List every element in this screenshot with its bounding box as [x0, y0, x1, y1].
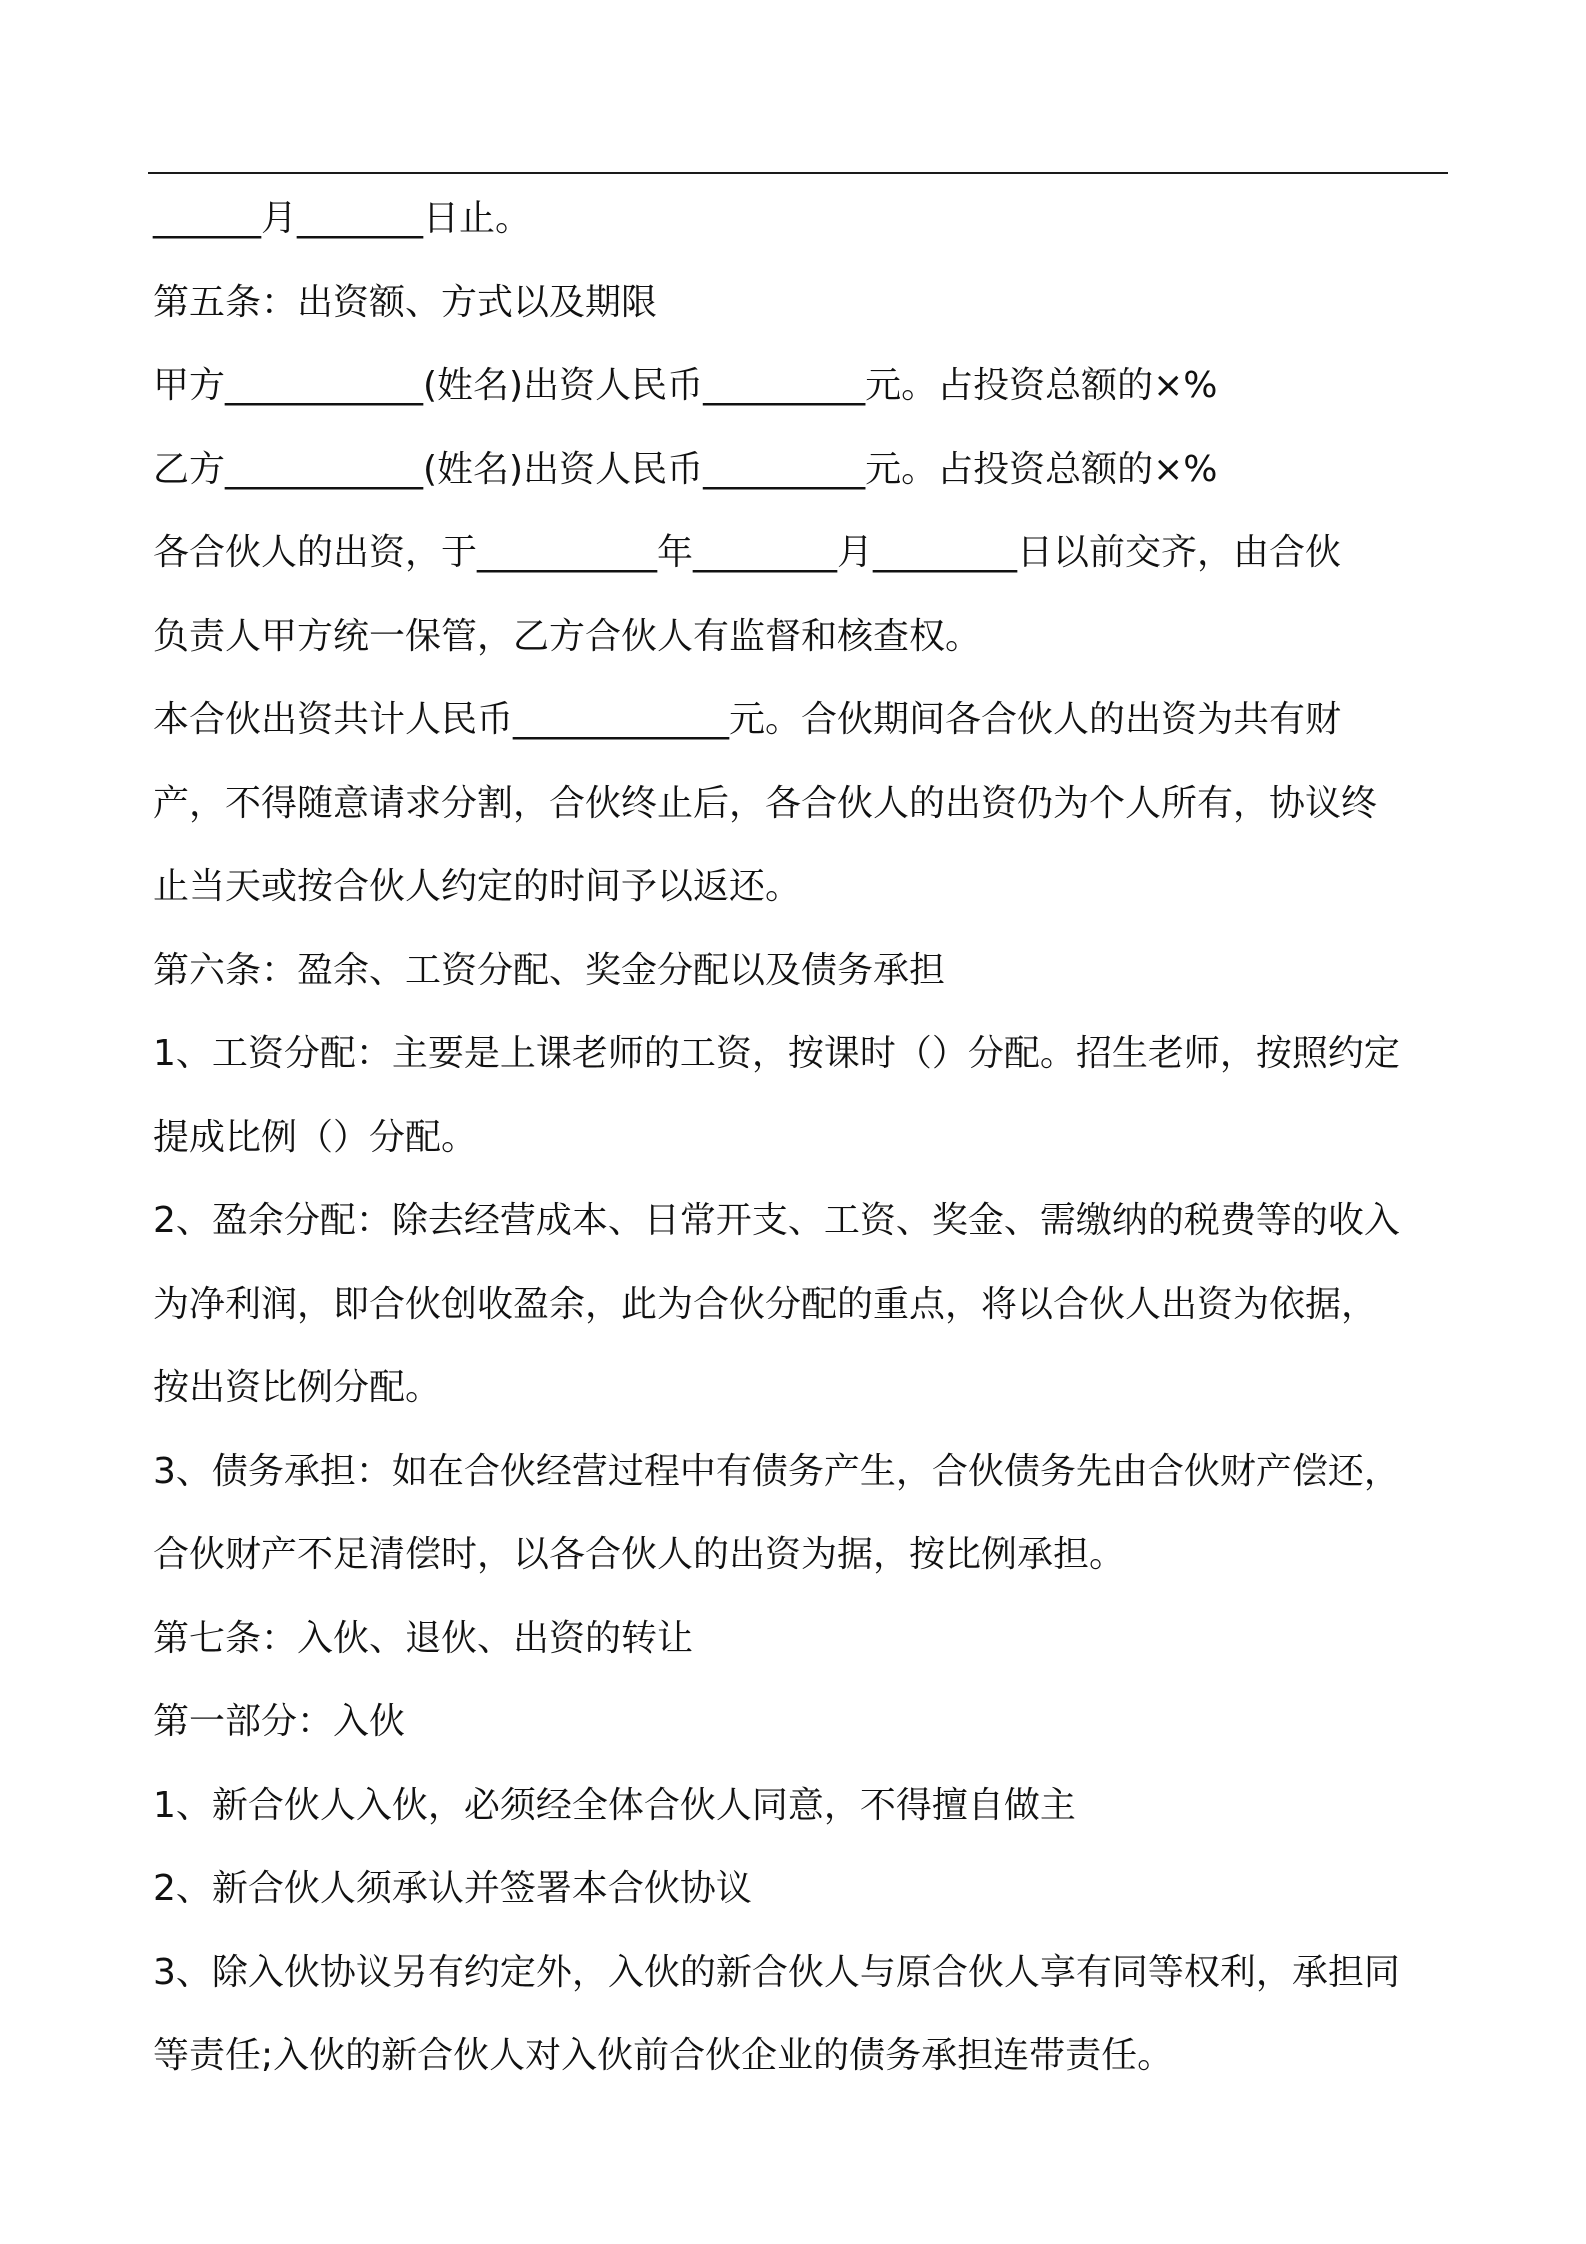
text-line: 乙方___________(姓名)出资人民币_________元。占投资总额的×%: [153, 448, 1218, 490]
text-line: 2、盈余分配：除去经营成本、日常开支、工资、奖金、需缴纳的税费等的收入: [153, 1200, 1400, 1241]
text-line: 止当天或按合伙人约定的时间予以返还。: [153, 866, 802, 907]
text-line: 提成比例（）分配。: [153, 1116, 478, 1158]
text-line: 1、工资分配：主要是上课老师的工资，按课时（）分配。招生老师，按照约定: [153, 1033, 1400, 1074]
text-line: 本合伙出资共计人民币____________元。合伙期间各合伙人的出资为共有财: [153, 699, 1342, 740]
text-line: 产，不得随意请求分割，合伙终止后，各合伙人的出资仍为个人所有，协议终: [153, 782, 1378, 824]
text-line: 3、除入伙协议另有约定外，入伙的新合伙人与原合伙人享有同等权利，承担同: [153, 1951, 1400, 1993]
text-line: 甲方___________(姓名)出资人民币_________元。占投资总额的×%: [153, 365, 1218, 406]
text-line: 各合伙人的出资，于__________年________月________日以前交齐，由合伙: [153, 532, 1342, 573]
text-line: 1、新合伙人入伙，必须经全体合伙人同意，不得擅自做主: [153, 1784, 1076, 1826]
section-heading-article-7: 第七条：入伙、退伙、出资的转让: [153, 1617, 694, 1659]
subsection-heading: 第一部分：入伙: [153, 1701, 406, 1742]
header-rule: [148, 172, 1448, 174]
section-heading-article-6: 第六条：盈余、工资分配、奖金分配以及债务承担: [153, 949, 946, 991]
text-line: 2、新合伙人须承认并签署本合伙协议: [153, 1868, 752, 1909]
text-line: ______月_______日止。: [153, 198, 532, 239]
section-heading-article-5: 第五条：出资额、方式以及期限: [153, 281, 658, 323]
text-line: 为净利润，即合伙创收盈余，此为合伙分配的重点，将以合伙人出资为依据，: [153, 1283, 1378, 1325]
text-line: 合伙财产不足清偿时，以各合伙人的出资为据，按比例承担。: [153, 1534, 1126, 1575]
document-body: [153, 177, 1453, 2098]
text-line: 按出资比例分配。: [153, 1367, 442, 1408]
text-line: 负责人甲方统一保管，乙方合伙人有监督和核查权。: [153, 615, 982, 657]
text-line: 3、债务承担：如在合伙经营过程中有债务产生，合伙债务先由合伙财产偿还，: [153, 1450, 1400, 1492]
text-line: 等责任;入伙的新合伙人对入伙前合伙企业的债务承担连带责任。: [153, 2035, 1174, 2076]
